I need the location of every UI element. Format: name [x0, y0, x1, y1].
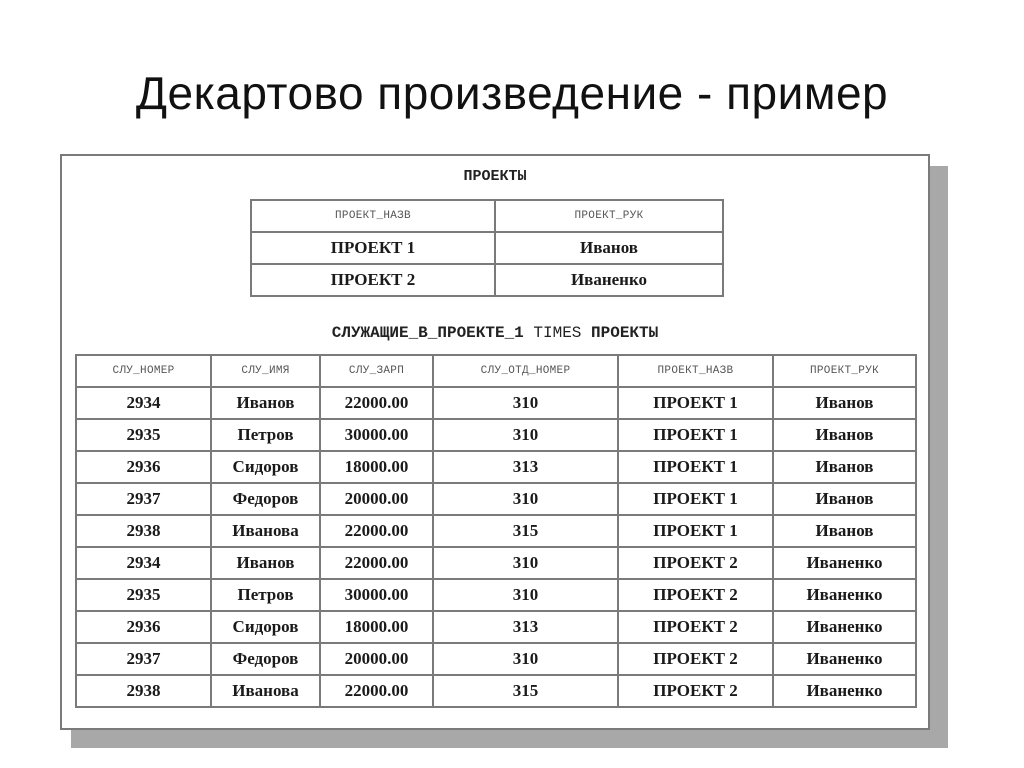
- table-cell: ПРОЕКТ 2: [618, 579, 773, 611]
- table-cell: Иванов: [495, 232, 723, 264]
- product-caption: [62, 324, 928, 342]
- product-table-body: [76, 387, 916, 707]
- table-cell: 30000.00: [320, 419, 433, 451]
- table-cell: 2938: [76, 675, 211, 707]
- table-cell: Сидоров: [211, 451, 320, 483]
- table-row: [76, 611, 916, 643]
- table-cell: 310: [433, 419, 618, 451]
- table-cell: Иванова: [211, 515, 320, 547]
- table-cell: Иваненко: [773, 643, 916, 675]
- column-header: СЛУ_НОМЕР: [76, 355, 211, 387]
- table-cell: Иваненко: [773, 547, 916, 579]
- table-cell: 2936: [76, 611, 211, 643]
- table-cell: Иваненко: [773, 579, 916, 611]
- table-cell: 18000.00: [320, 611, 433, 643]
- column-header: СЛУ_ИМЯ: [211, 355, 320, 387]
- table-cell: ПРОЕКТ 1: [618, 515, 773, 547]
- table-cell: 310: [433, 643, 618, 675]
- table-cell: Петров: [211, 579, 320, 611]
- product-caption-right: ПРОЕКТЫ: [591, 324, 659, 342]
- table-cell: Сидоров: [211, 611, 320, 643]
- table-cell: Иваненко: [495, 264, 723, 296]
- table-row: [76, 451, 916, 483]
- table-cell: ПРОЕКТ 1: [618, 483, 773, 515]
- table-cell: ПРОЕКТ 2: [618, 675, 773, 707]
- table-cell: 20000.00: [320, 483, 433, 515]
- product-caption-left: СЛУЖАЩИЕ_В_ПРОЕКТЕ_1: [331, 324, 524, 342]
- column-header: СЛУ_ОТД_НОМЕР: [433, 355, 618, 387]
- table-cell: 310: [433, 483, 618, 515]
- table-cell: Федоров: [211, 483, 320, 515]
- product-table: [75, 354, 917, 708]
- table-cell: Иваненко: [773, 611, 916, 643]
- table-cell: 315: [433, 675, 618, 707]
- table-cell: 2934: [76, 387, 211, 419]
- table-cell: 2938: [76, 515, 211, 547]
- figure-panel: [60, 154, 930, 730]
- table-cell: Иванов: [773, 483, 916, 515]
- table-cell: ПРОЕКТ 1: [618, 387, 773, 419]
- column-header: ПРОЕКТ_НАЗВ: [251, 200, 495, 232]
- table-cell: 18000.00: [320, 451, 433, 483]
- table-cell: 2935: [76, 579, 211, 611]
- projects-table: [250, 199, 724, 297]
- table-row: [76, 547, 916, 579]
- projects-caption: ПРОЕКТЫ: [463, 168, 527, 185]
- table-cell: 2936: [76, 451, 211, 483]
- table-cell: Иванов: [211, 387, 320, 419]
- table-cell: ПРОЕКТ 2: [618, 611, 773, 643]
- table-cell: Иванов: [773, 451, 916, 483]
- table-header-row: [251, 200, 723, 232]
- table-cell: Петров: [211, 419, 320, 451]
- table-row: [251, 264, 723, 296]
- table-cell: 313: [433, 451, 618, 483]
- table-cell: 310: [433, 387, 618, 419]
- table-row: [76, 483, 916, 515]
- table-cell: Иванов: [773, 387, 916, 419]
- table-cell: 2934: [76, 547, 211, 579]
- table-cell: ПРОЕКТ 1: [618, 451, 773, 483]
- table-cell: 30000.00: [320, 579, 433, 611]
- table-cell: 20000.00: [320, 643, 433, 675]
- table-cell: Федоров: [211, 643, 320, 675]
- column-header: СЛУ_ЗАРП: [320, 355, 433, 387]
- table-cell: 310: [433, 547, 618, 579]
- table-cell: ПРОЕКТ 1: [251, 232, 495, 264]
- table-cell: Иванов: [211, 547, 320, 579]
- table-cell: 2937: [76, 483, 211, 515]
- table-row: [76, 579, 916, 611]
- table-cell: Иваненко: [773, 675, 916, 707]
- table-cell: 22000.00: [320, 675, 433, 707]
- table-cell: ПРОЕКТ 2: [618, 643, 773, 675]
- table-cell: 22000.00: [320, 387, 433, 419]
- table-cell: Иванов: [773, 515, 916, 547]
- slide-title: Декартово произведение - пример: [135, 67, 889, 119]
- table-row: [76, 419, 916, 451]
- column-header: ПРОЕКТ_РУК: [773, 355, 916, 387]
- table-cell: ПРОЕКТ 1: [618, 419, 773, 451]
- table-cell: Иванов: [773, 419, 916, 451]
- column-header: ПРОЕКТ_НАЗВ: [618, 355, 773, 387]
- table-cell: 2937: [76, 643, 211, 675]
- table-row: [76, 643, 916, 675]
- table-row: [251, 232, 723, 264]
- table-header-row: [76, 355, 916, 387]
- product-caption-operator: TIMES: [533, 324, 582, 342]
- table-cell: ПРОЕКТ 2: [618, 547, 773, 579]
- table-cell: 315: [433, 515, 618, 547]
- table-cell: 310: [433, 579, 618, 611]
- table-row: [76, 675, 916, 707]
- table-cell: 313: [433, 611, 618, 643]
- table-cell: 2935: [76, 419, 211, 451]
- table-cell: ПРОЕКТ 2: [251, 264, 495, 296]
- table-cell: Иванова: [211, 675, 320, 707]
- table-row: [76, 515, 916, 547]
- column-header: ПРОЕКТ_РУК: [495, 200, 723, 232]
- table-row: [76, 387, 916, 419]
- table-cell: 22000.00: [320, 547, 433, 579]
- table-cell: 22000.00: [320, 515, 433, 547]
